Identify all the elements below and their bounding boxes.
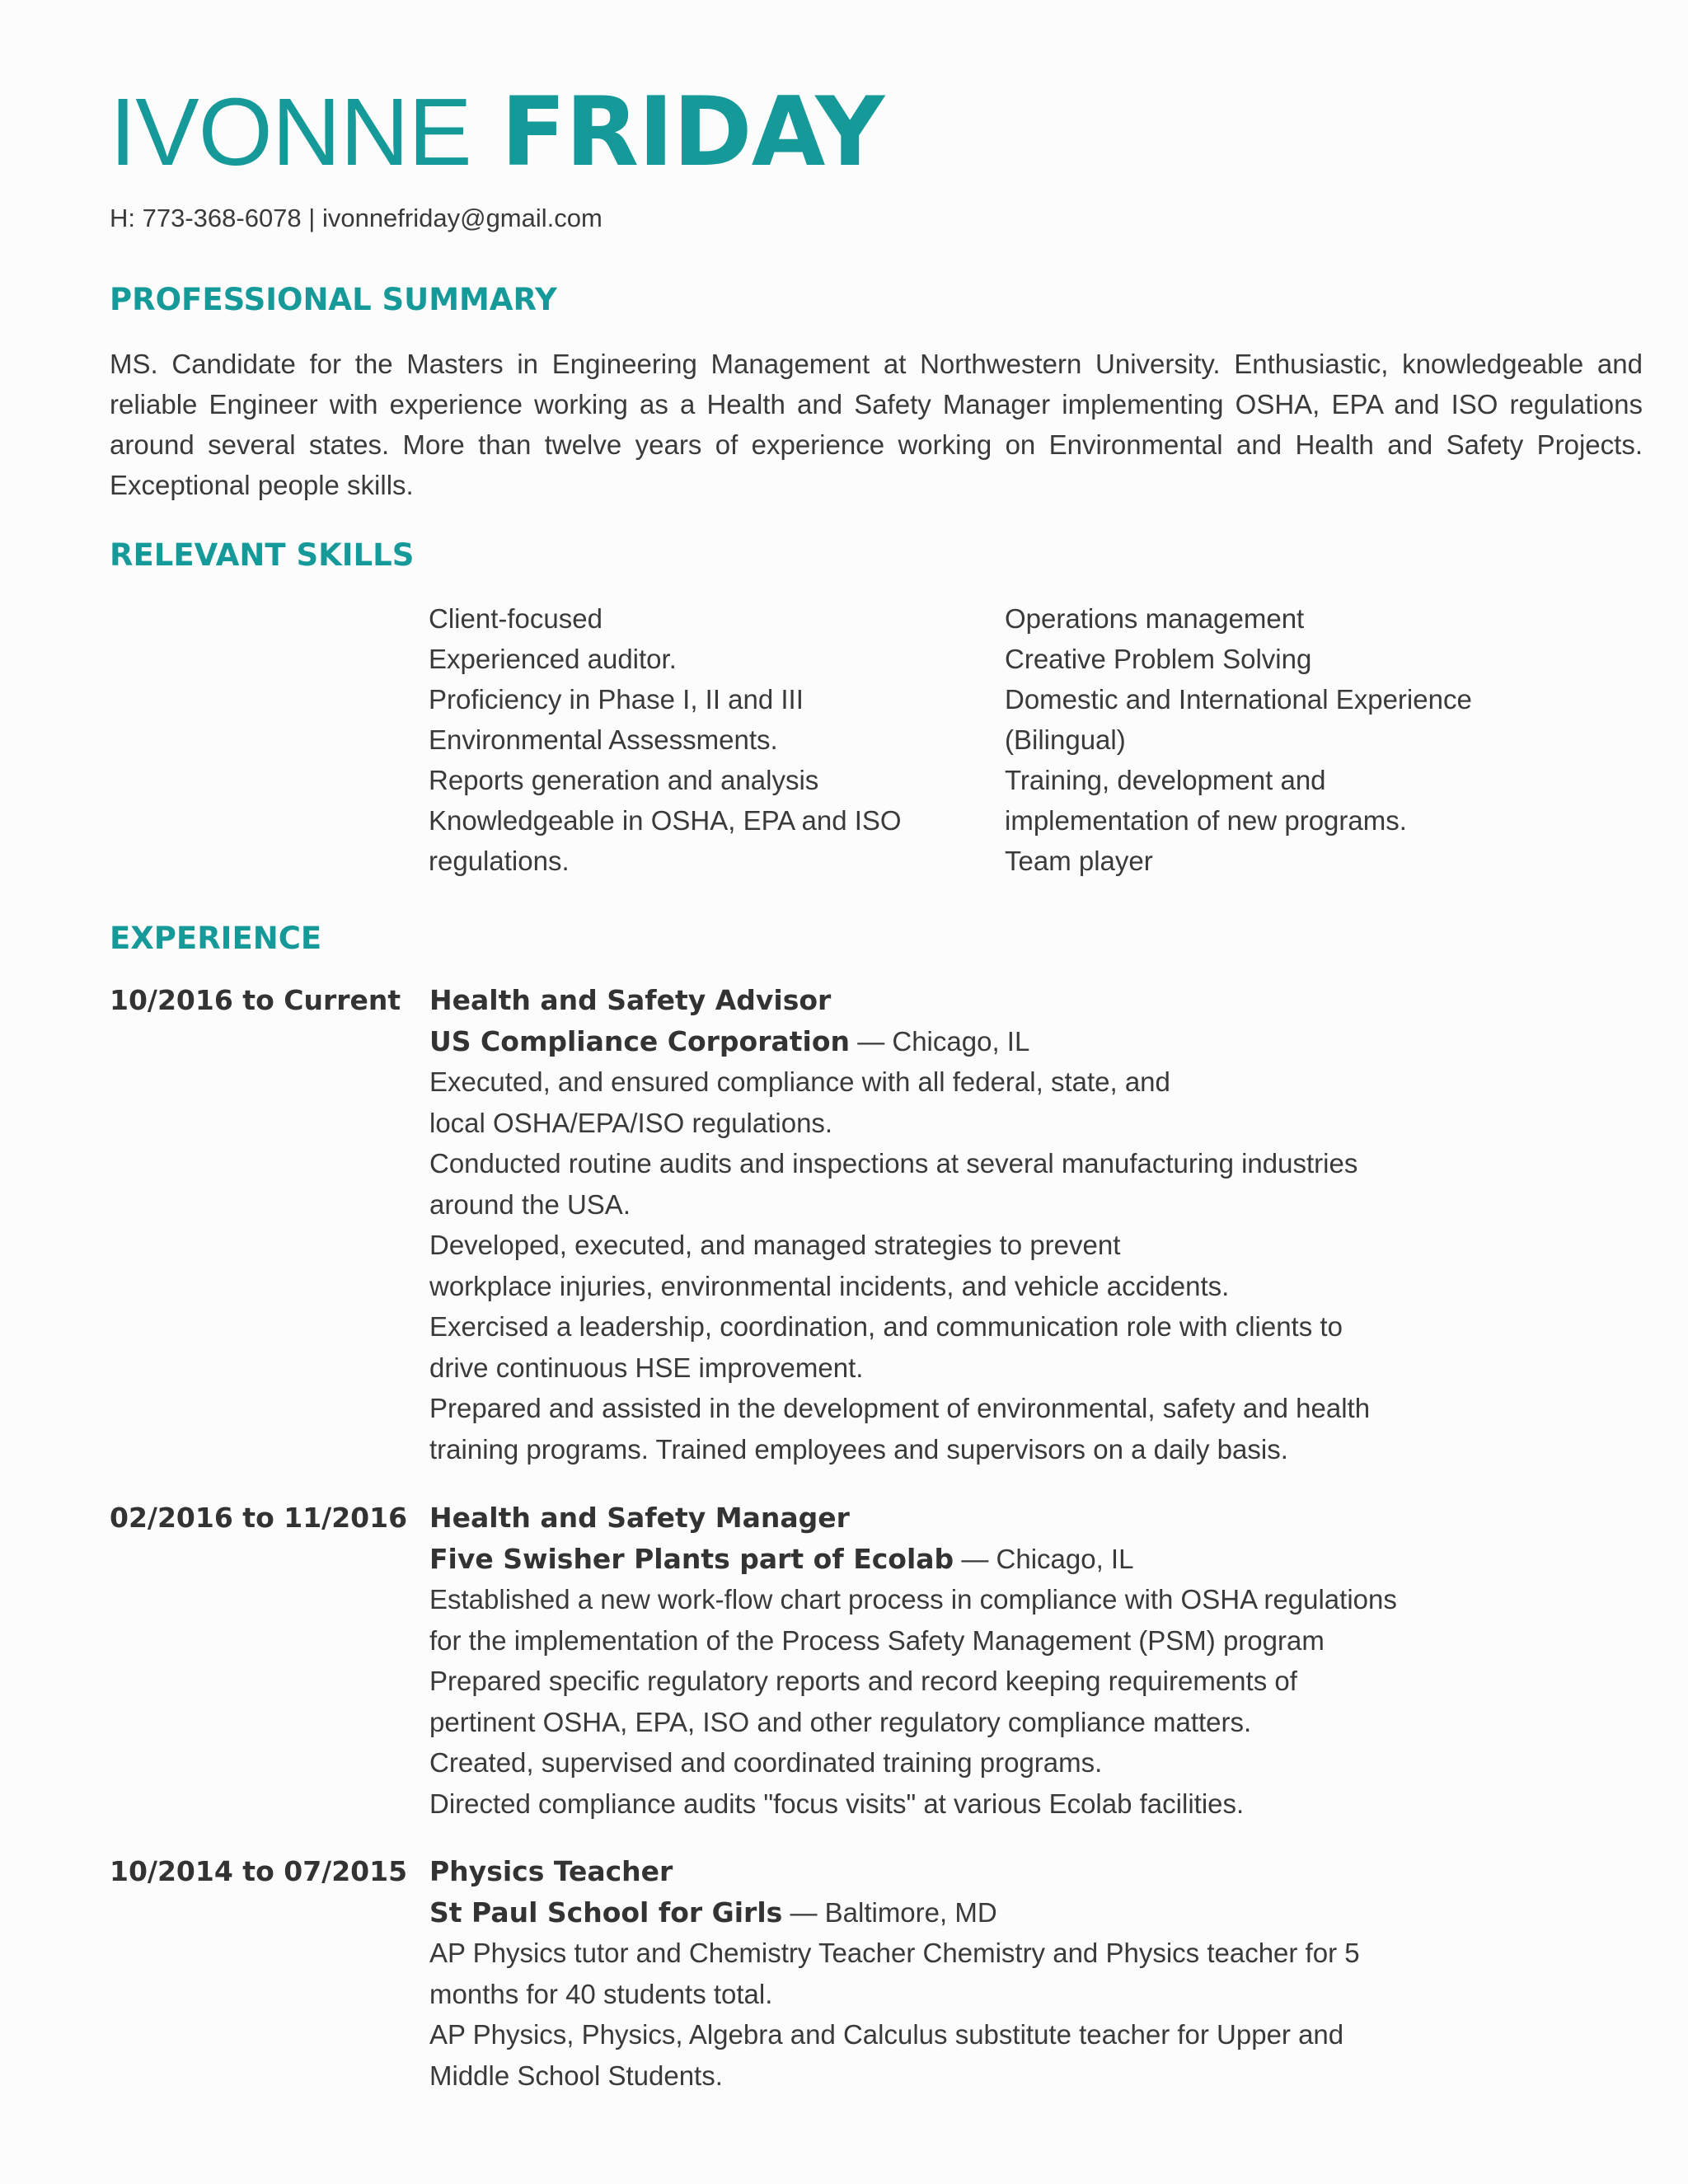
job-description-line: Created, supervised and coordinated training programs. bbox=[429, 1747, 1103, 1778]
job-description-line: for the implementation of the Process Safety Management (PSM) program bbox=[429, 1624, 1325, 1656]
job-title: Health and Safety Advisor bbox=[429, 984, 832, 1016]
job-description-line: pertinent OSHA, EPA, ISO and other regulatory compliance matters. bbox=[429, 1706, 1252, 1737]
job-dates: 10/2014 to 07/2015 bbox=[110, 1855, 408, 1887]
job-company: St Paul School for Girls bbox=[429, 1896, 783, 1929]
skills-heading: RELEVANT SKILLS bbox=[110, 537, 415, 573]
skill-item: Training, development and bbox=[1005, 765, 1326, 795]
skill-item: Creative Problem Solving bbox=[1005, 644, 1312, 674]
skill-item: Environmental Assessments. bbox=[429, 724, 778, 755]
job-location: Chicago, IL bbox=[892, 1025, 1030, 1057]
job-description-line: Conducted routine audits and inspections at several manufacturing industries bbox=[429, 1148, 1358, 1179]
job-details bbox=[429, 1851, 1600, 2096]
contact-info: H: 773-368-6078 | ivonnefriday@gmail.com bbox=[110, 204, 603, 232]
candidate-name bbox=[110, 78, 884, 186]
skill-item: implementation of new programs. bbox=[1005, 805, 1407, 836]
job-company: US Compliance Corporation bbox=[429, 1024, 851, 1057]
job-details bbox=[429, 1497, 1600, 1824]
last-name: FRIDAY bbox=[500, 77, 884, 188]
job-description-line: local OSHA/EPA/ISO regulations. bbox=[429, 1107, 833, 1138]
job-title: Health and Safety Manager bbox=[429, 1502, 850, 1534]
job-description-line: Exercised a leadership, coordination, and communication role with clients to bbox=[429, 1311, 1343, 1342]
experience-heading: EXPERIENCE bbox=[110, 921, 322, 956]
job-description-line: Executed, and ensured compliance with all federal, state, and bbox=[429, 1066, 1170, 1097]
job-description-line: Established a new work-flow chart process in compliance with OSHA regulations bbox=[429, 1584, 1397, 1615]
skill-item: Proficiency in Phase I, II and III bbox=[429, 684, 804, 715]
job-description-line: around the USA. bbox=[429, 1188, 631, 1220]
job-description-line: workplace injuries, environmental incidents, and vehicle accidents. bbox=[429, 1270, 1230, 1301]
job-description-line: Prepared and assisted in the development of environmental, safety and health bbox=[429, 1393, 1371, 1423]
skill-item: Experienced auditor. bbox=[429, 644, 677, 674]
skill-item: Team player bbox=[1005, 846, 1153, 876]
summary-text: MS. Candidate for the Masters in Engineering Management at Northwestern University. Enthusiastic, knowledgeable and reliable Engineer with experience working as a Health and Safety Manager implementing OSHA, EPA and ISO regulations around several states. More than twelve years of experience working on Environmental and Health and Safety Projects. Exceptional people skills. bbox=[110, 349, 1643, 500]
job-description-line: AP Physics, Physics, Algebra and Calculus substitute teacher for Upper and bbox=[429, 2019, 1344, 2050]
job-details bbox=[429, 980, 1600, 1469]
first-name: IVONNE bbox=[110, 78, 471, 185]
skills-column-left bbox=[429, 598, 902, 881]
job-description-line: Middle School Students. bbox=[429, 2060, 723, 2091]
job-description-line: Prepared specific regulatory reports and record keeping requirements of bbox=[429, 1666, 1297, 1696]
skill-item: regulations. bbox=[429, 846, 570, 876]
job-employer-line bbox=[429, 1539, 1600, 1580]
job-description-line: months for 40 students total. bbox=[429, 1978, 773, 2009]
job-separator: — bbox=[782, 1896, 825, 1928]
skills-column-right bbox=[1005, 598, 1472, 881]
job-dates: 10/2016 to Current bbox=[110, 984, 401, 1016]
job-separator: — bbox=[850, 1025, 893, 1057]
job-description-line: AP Physics tutor and Chemistry Teacher Chemistry and Physics teacher for 5 bbox=[429, 1938, 1360, 1968]
skill-item: (Bilingual) bbox=[1005, 724, 1126, 755]
summary-heading: PROFESSIONAL SUMMARY bbox=[110, 282, 557, 317]
job-location: Chicago, IL bbox=[996, 1543, 1134, 1574]
skill-item: Client-focused bbox=[429, 603, 603, 634]
job-description-line: Directed compliance audits "focus visits" at various Ecolab facilities. bbox=[429, 1788, 1245, 1819]
job-title: Physics Teacher bbox=[429, 1855, 673, 1887]
job-description-line: drive continuous HSE improvement. bbox=[429, 1352, 864, 1383]
skill-item: Operations management bbox=[1005, 603, 1305, 634]
skill-item: Reports generation and analysis bbox=[429, 765, 819, 795]
job-employer-line bbox=[429, 1021, 1600, 1062]
job-separator: — bbox=[954, 1543, 996, 1574]
job-description-line: Developed, executed, and managed strategies to prevent bbox=[429, 1230, 1121, 1260]
job-description-line: training programs. Trained employees and supervisors on a daily basis. bbox=[429, 1433, 1288, 1465]
skill-item: Knowledgeable in OSHA, EPA and ISO bbox=[429, 805, 902, 836]
job-dates: 02/2016 to 11/2016 bbox=[110, 1502, 408, 1534]
skill-item: Domestic and International Experience bbox=[1005, 684, 1472, 715]
job-employer-line bbox=[429, 1892, 1600, 1933]
job-location: Baltimore, MD bbox=[824, 1896, 997, 1928]
job-company: Five Swisher Plants part of Ecolab bbox=[429, 1542, 954, 1575]
